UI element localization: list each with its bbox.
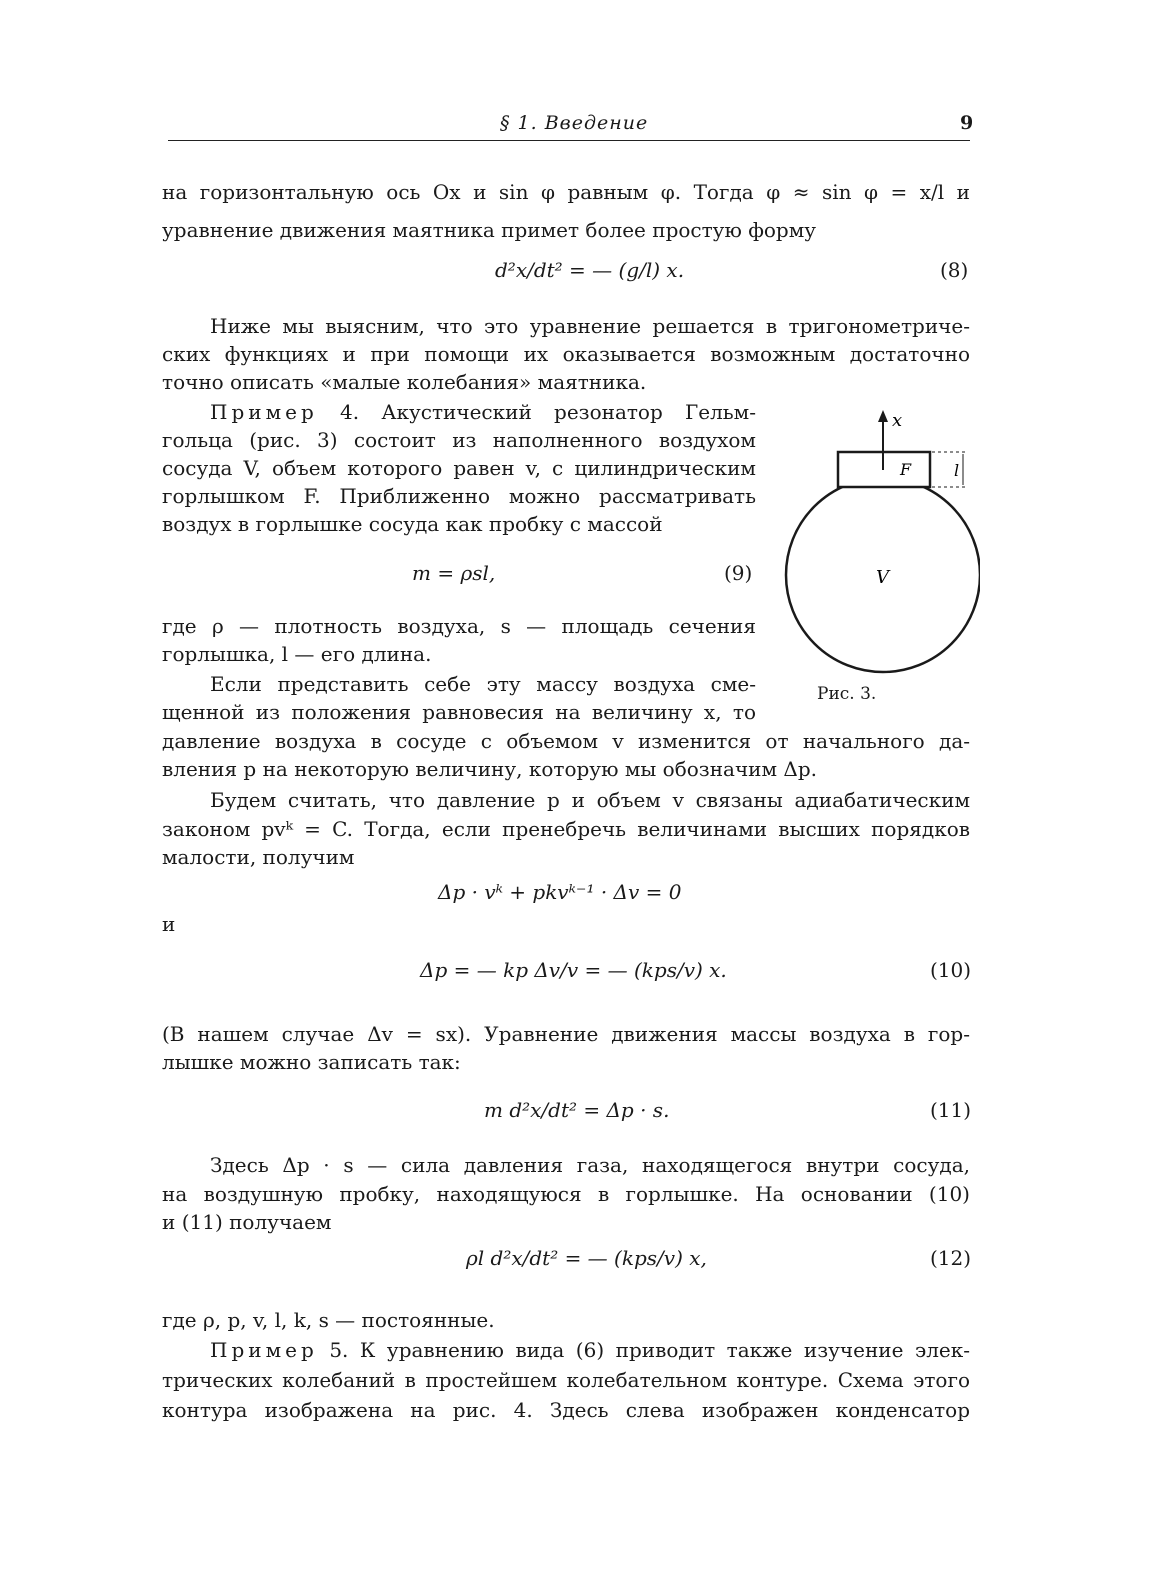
text-line: давление воздуха в сосуде с объемом v изменится от начального да-	[162, 729, 970, 753]
text-line: Если представить себе эту массу воздуха сме-	[210, 672, 756, 696]
page-number: 9	[960, 112, 975, 134]
text-line: Будем считать, что давление p и объем v связаны адиабатическим	[210, 788, 970, 812]
running-header-title: § 1. Введение	[500, 112, 649, 134]
displacement-arrow-head	[878, 410, 888, 422]
text-line: контура изображена на рис. 4. Здесь слева изображен конденсатор	[162, 1398, 970, 1422]
example-5-line	[210, 1336, 970, 1364]
text-line: малости, получим	[162, 845, 355, 869]
text-line: Здесь Δp · s — сила давления газа, находящегося внутри сосуда,	[210, 1153, 970, 1177]
equation-8-number: (8)	[940, 258, 969, 282]
label-V: V	[876, 567, 889, 588]
text-line: на горизонтальную ось Ox и sin φ равным φ. Тогда φ ≈ sin φ = x/l и	[162, 180, 970, 204]
equation-11: m d²x/dt² = Δp · s.	[484, 1098, 670, 1122]
equation-unnumbered: Δp · vᵏ + pkvᵏ⁻¹ · Δv = 0	[438, 880, 682, 904]
example-5-label: Пример	[210, 1338, 318, 1362]
figure-3-caption: Рис. 3.	[817, 684, 877, 704]
text-line: и (11) получаем	[162, 1210, 332, 1234]
text-line: где ρ — плотность воздуха, s — площадь сечения	[162, 614, 756, 638]
text-line: горлышка, l — его длина.	[162, 642, 432, 666]
equation-8: d²x/dt² = — (g/l) x.	[495, 258, 685, 282]
example-4-line	[210, 398, 756, 426]
text-line: где ρ, p, v, l, k, s — постоянные.	[162, 1308, 495, 1332]
text-line: ских функциях и при помощи их оказывается возможным достаточно	[162, 342, 970, 366]
label-l: l	[954, 461, 960, 480]
equation-10: Δp = — kp Δv/v = — (kps/v) x.	[420, 958, 727, 982]
text-line: точно описать «малые колебания» маятника.	[162, 370, 647, 394]
example-4-text: 4. Акустический резонатор Гельм-	[340, 400, 756, 424]
text-line: горлышком F. Приближенно можно рассматривать	[162, 484, 756, 508]
text-line: законом pvᵏ = C. Тогда, если пренебречь величинами высших порядков	[162, 817, 970, 841]
text-line: сосуда V, объем которого равен v, с цилиндрическим	[162, 456, 756, 480]
text-line: лышке можно записать так:	[162, 1050, 461, 1074]
text-line: гольца (рис. 3) состоит из наполненного воздухом	[162, 428, 756, 452]
equation-11-number: (11)	[930, 1098, 972, 1122]
label-F: F	[900, 460, 912, 479]
example-5-text: 5. К уравнению вида (6) приводит также изучение элек-	[329, 1338, 970, 1362]
text-line: трических колебаний в простейшем колебательном контуре. Схема этого	[162, 1368, 970, 1392]
equation-9-number: (9)	[724, 561, 753, 585]
text-line: вления p на некоторую величину, которую мы обозначим Δp.	[162, 757, 818, 781]
example-4-label: Пример	[210, 400, 318, 424]
equation-12: ρl d²x/dt² = — (kps/v) x,	[466, 1246, 707, 1270]
text-line: и	[162, 912, 176, 936]
equation-12-number: (12)	[930, 1246, 972, 1270]
text-line: уравнение движения маятника примет более простую форму	[162, 218, 817, 242]
header-rule	[168, 140, 970, 141]
text-line: Ниже мы выясним, что это уравнение решается в тригонометриче-	[210, 314, 970, 338]
label-x: x	[892, 410, 903, 431]
equation-10-number: (10)	[930, 958, 972, 982]
text-line: на воздушную пробку, находящуюся в горлышке. На основании (10)	[162, 1182, 970, 1206]
text-line: (В нашем случае Δv = sx). Уравнение движения массы воздуха в гор-	[162, 1022, 970, 1046]
equation-9: m = ρsl,	[412, 561, 496, 585]
text-line: щенной из положения равновесия на величину x, то	[162, 700, 756, 724]
figure-3-resonator	[770, 400, 980, 690]
text-line: воздух в горлышке сосуда как пробку с массой	[162, 512, 663, 536]
